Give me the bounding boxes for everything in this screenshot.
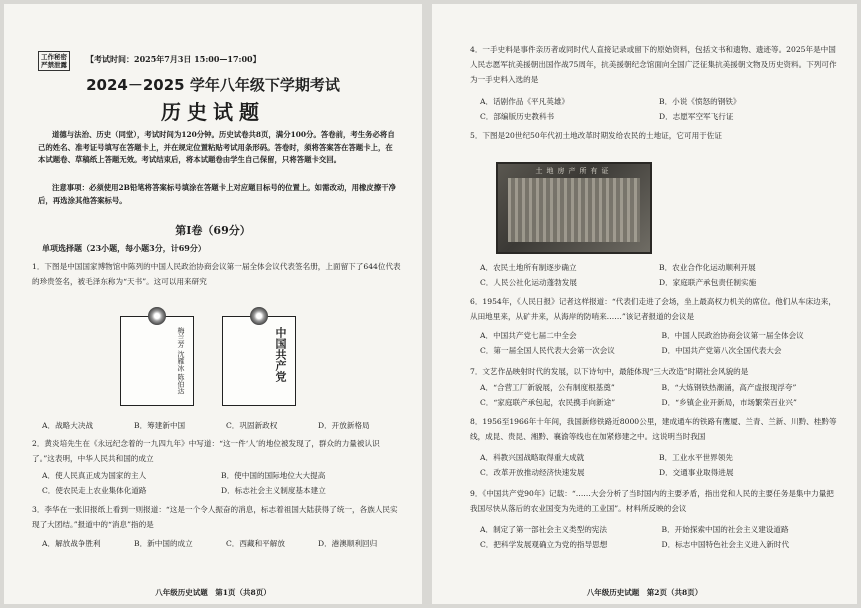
q8-option-c[interactable]: C．改革开放推动经济快速发展: [480, 468, 585, 477]
page-footer: 八年级历史试题 第2页（共8页）: [586, 588, 703, 597]
land-certificate-body: [508, 178, 640, 242]
q9-option-a[interactable]: A．制定了第一部社会主义类型的宪法: [480, 525, 607, 534]
q8-option-a[interactable]: A．科教兴国战略取得重大成就: [480, 453, 585, 462]
q5-option-d[interactable]: D．家庭联产承包责任制实施: [659, 278, 757, 287]
exam-page-2: [432, 4, 857, 604]
q3-option-b[interactable]: B．新中国的成立: [134, 539, 193, 548]
stamp-line-1: 工作秘密: [41, 53, 67, 61]
question-7-stem: 7．文艺作品映射时代的发展，以下诗句中，最能体现“三大改造”时期社会风貌的是: [470, 367, 749, 376]
page-footer: 八年级历史试题 第1页（共8页）: [155, 588, 271, 597]
q7-option-c[interactable]: C．“家庭联产承包起，农民携手向新途”: [480, 398, 616, 407]
q2-option-c[interactable]: C．使农民走上农业集体化道路: [42, 486, 147, 495]
exam-subtitle: 历史试题: [161, 100, 265, 124]
q8-option-b[interactable]: B．工业水平世界领先: [659, 453, 733, 462]
confidential-stamp: [38, 51, 70, 71]
question-5-stem: 5．下图是20世纪50年代初土地改革时期发给农民的土地证，它可用于佐证: [470, 131, 722, 140]
question-9-options: [480, 522, 835, 552]
question-7-options: [480, 380, 835, 410]
q3-option-c[interactable]: C．西藏和平解放: [226, 539, 285, 548]
q9-option-d[interactable]: D．标志中国特色社会主义进入新时代: [661, 540, 790, 549]
q7-option-d[interactable]: D．“乡镇企业开新局，市场繁荣百业兴”: [661, 398, 797, 407]
q5-option-b[interactable]: B．农业合作化运动顺利开展: [659, 263, 756, 272]
q1-option-c[interactable]: C．巩固新政权: [226, 421, 278, 430]
question-5-options: [480, 260, 830, 290]
question-8-options: [480, 450, 830, 480]
q2-option-b[interactable]: B．使中国的国际地位大大提高: [221, 471, 326, 480]
q7-option-b[interactable]: B．“大炼钢铁热潮涌，高产虚报现浮夸”: [661, 383, 797, 392]
q6-option-c[interactable]: C．第一届全国人民代表大会第一次会议: [480, 346, 615, 355]
q7-option-a[interactable]: A．“合营工厂新貌展，公有制度根基奠”: [480, 383, 615, 392]
exam-instructions: 道德与法治、历史（同堂），考试时间为120分钟。历史试卷共8页，满分100分。答卷前，考生务必将自己的姓名、准考证号填写在答题卡上，并在规定位置粘贴考试用条形码。答卷时，须将答案答在答题卡上，在本试题卷、草稿纸上答题无效。考试结束后，将本试题卷由学生自己保留，只将答题卡交回。: [38, 130, 395, 164]
question-4-options: [480, 94, 830, 124]
question-9-stem: 9．《中国共产党90年》记载：“……大会分析了当时国内的主要矛盾，指出党和人民的主要任务是集中力量把我国尽快从落后的农业国变为先进的工业国”。材料所反映的会议: [470, 489, 834, 513]
exam-notice: 注意事项：必须使用2B铅笔将答案标号填涂在答题卡上对应题目标号的位置上。如需改动，用橡皮擦干净后，再选涂其他答案标号。: [38, 183, 396, 205]
signature-text-left: 梅兰芳 沈雁冰 陈伯达: [177, 327, 185, 395]
question-1-stem: 1．下图是中国国家博物馆中陈列的中国人民政治协商会议第一届全体会议代表签名册，上面留下了644位代表的珍贵签名，被毛泽东称为“天书”。这可以用来研究: [32, 262, 401, 286]
stamp-line-2: 严禁泄露: [41, 61, 67, 69]
q5-option-c[interactable]: C．人民公社化运动蓬勃发展: [480, 278, 577, 287]
section-note: 单项选择题（23小题，每小题3分，计69分）: [42, 243, 206, 253]
question-6-options: [480, 328, 835, 358]
q5-option-a[interactable]: A．农民土地所有制逐步确立: [480, 263, 577, 272]
exam-time: 【考试时间：2025年7月3日 15:00—17:00】: [86, 54, 261, 64]
q1-option-a[interactable]: A．战略大决战: [42, 421, 94, 430]
signature-book-page-left: [120, 316, 194, 406]
emblem-icon: [148, 307, 166, 325]
q2-option-d[interactable]: D．标志社会主义制度基本建立: [221, 486, 326, 495]
signature-book-page-right: [222, 316, 296, 406]
question-2-options: [42, 468, 392, 498]
question-4-stem: 4．一手史料是事件亲历者或同时代人直接记录或留下的原始资料，包括文书和遗物、遗迹等。2025年是中国人民志愿军抗美援朝出国作战75周年，抗美援朝纪念馆面向全国广泛征集抗美援朝文物及历史资料。下列可作为一手史料入选的是: [470, 45, 837, 84]
question-6-stem: 6．1954年，《人民日报》记者这样报道：“代表们走进了会场，坐上最高权力机关的席位。他们从车床边来，从田地里来，从矿井来，从海岸的防哨来……”该记者报道的会议是: [470, 297, 836, 321]
emblem-icon: [250, 307, 268, 325]
q2-option-a[interactable]: A．使人民真正成为国家的主人: [42, 471, 147, 480]
exam-page-1: [4, 4, 422, 604]
q8-option-d[interactable]: D．交通事业取得进展: [659, 468, 734, 477]
question-3-stem: 3．李华在一张旧报纸上看到一则报道：“这是一个令人振奋的消息，标志着祖国大陆获得了统一，各族人民实现了大团结。”报道中的“消息”指的是: [32, 505, 398, 529]
q1-option-b[interactable]: B．筹建新中国: [134, 421, 186, 430]
question-8-stem: 8．1956至1966年十年间，我国新修铁路近8000公里，建成通车的铁路有鹰厦、兰青、兰新、川黔、桂黔等线，成昆、贵昆、湘黔、襄渝等线也在加紧修建之中。这说明当时我国: [470, 417, 837, 441]
signature-text-right: 中国共产党: [274, 327, 287, 382]
q6-option-d[interactable]: D．中国共产党第八次全国代表大会: [661, 346, 782, 355]
q4-option-d[interactable]: D．志愿军空军飞行证: [659, 112, 734, 121]
question-2-stem: 2．黄炎培先生在《永远纪念着的一九四九年》中写道：“这一件‘人’的地位被发现了，群众的力量被认识了。”这表明，中华人民共和国的成立: [32, 439, 380, 463]
q1-option-d[interactable]: D．开放新格局: [318, 421, 370, 430]
question-3-options: [42, 536, 402, 551]
q3-option-d[interactable]: D．港澳顺利回归: [318, 539, 378, 548]
q9-option-c[interactable]: C．把科学发展观确立为党的指导思想: [480, 540, 608, 549]
section-title: 第Ⅰ卷（69分）: [175, 224, 251, 237]
q4-option-b[interactable]: B．小说《愤怒的钢铁》: [659, 97, 741, 106]
land-certificate-photo: [496, 162, 652, 254]
q3-option-a[interactable]: A．解放战争胜利: [42, 539, 101, 548]
q9-option-b[interactable]: B．开始探索中国的社会主义建设道路: [661, 525, 789, 534]
q6-option-a[interactable]: A．中国共产党七届二中全会: [480, 331, 577, 340]
question-1-options: [42, 418, 402, 433]
q4-option-a[interactable]: A．话剧作品《平凡英雄》: [480, 97, 570, 106]
exam-title: 2024－2025 学年八年级下学期考试: [86, 76, 340, 94]
land-certificate-caption: 土地房产所有证: [535, 167, 613, 175]
q4-option-c[interactable]: C．部编版历史教科书: [480, 112, 555, 121]
q6-option-b[interactable]: B．中国人民政治协商会议第一届全体会议: [661, 331, 804, 340]
